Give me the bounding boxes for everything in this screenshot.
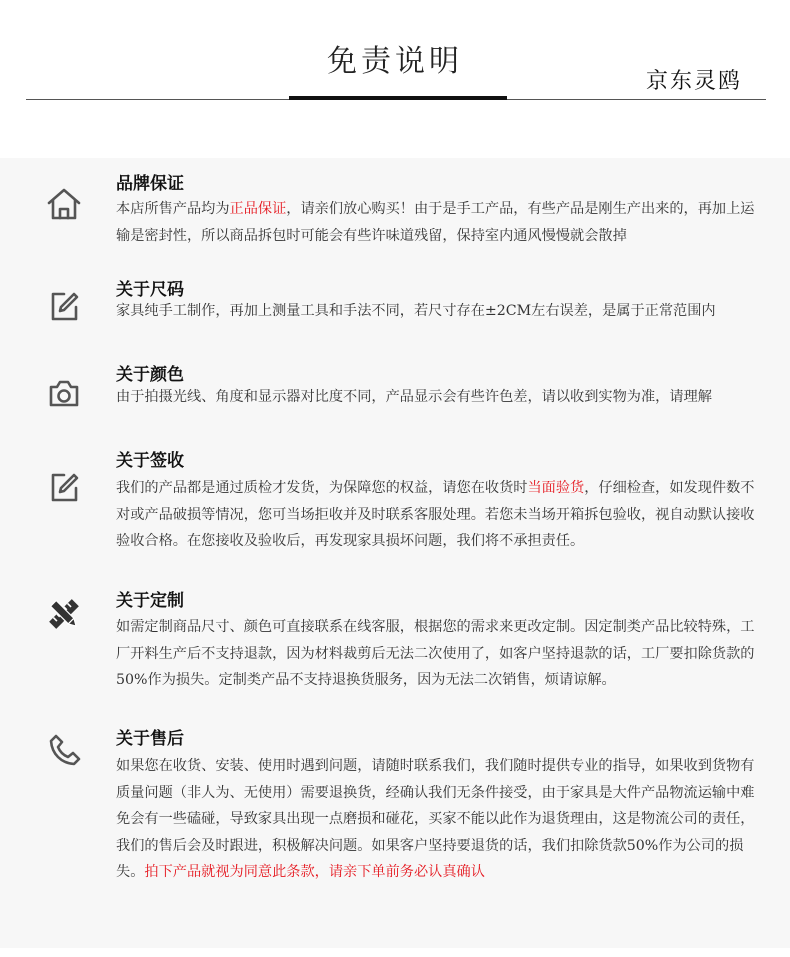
section-body bbox=[116, 753, 756, 886]
body-text: ，请亲们放心购买！由于是手工产品，有些产品是刚生产出来的，再加上运输是密封性，所以商品拆包时可能会有些许味道残留，保持室内通风慢慢就会散掉 bbox=[116, 201, 755, 244]
section-title: 关于定制 bbox=[116, 591, 184, 611]
body-text: 如果您在收货、安装、使用时遇到问题，请随时联系我们，我们随时提供专业的指导，如果收到货物有质量问题（非人为、无使用）需要退换货，经确认我们无条件接受，由于家具是大件产品物流运输中难免会有一些磕碰，导致家具出现一点磨损和碰花，买家不能以此作为退货理由，这是物流公司的责任，我们的售后会及时跟进，积极解决问题。如果客户坚持要退货的话，我们扣除货款50%作为公司的损失。 bbox=[116, 758, 755, 880]
highlight-text: 拍下产品就视为同意此条款，请亲下单前务必认真确认 bbox=[144, 864, 485, 880]
body-text: 家具纯手工制作，再加上测量工具和手法不同，若尺寸存在±2CM左右误差，是属于正常范围内 bbox=[116, 303, 716, 319]
section-body bbox=[116, 298, 756, 325]
page-title: 免责说明 bbox=[327, 44, 463, 79]
header bbox=[0, 0, 790, 158]
section-body bbox=[116, 384, 756, 411]
body-text: ，仔细检查，如发现件数不对或产品破损等情况，您可当场拒收并及时联系客服处理。若您未当场开箱拆包验收，视自动默认接收验收合格。在您接收及验收后，再发现家具损坏问题，我们将不承担责任。 bbox=[116, 480, 755, 549]
section-title: 关于尺码 bbox=[116, 280, 184, 300]
section-title: 关于签收 bbox=[116, 451, 184, 471]
ruler-pencil-icon bbox=[44, 594, 84, 634]
body-text: 我们的产品都是通过质检才发货，为保障您的权益，请您在收货时 bbox=[116, 480, 528, 496]
highlight-text: 正品保证 bbox=[229, 201, 287, 217]
edit-icon bbox=[44, 467, 84, 507]
home-icon bbox=[44, 184, 84, 224]
section-title: 关于售后 bbox=[116, 729, 184, 749]
section-title: 关于颜色 bbox=[116, 365, 184, 385]
phone-icon bbox=[44, 730, 84, 770]
disclaimer-panel bbox=[0, 158, 790, 948]
section-body bbox=[116, 475, 756, 555]
body-text: 如需定制商品尺寸、颜色可直接联系在线客服，根据您的需求来更改定制。因定制类产品比较特殊，工厂开料生产后不支持退款，因为材料裁剪后无法二次使用了，如客户坚持退款的话，工厂要扣除货款的50%作为损失。定制类产品不支持退换货服务，因为无法二次销售，烦请谅解。 bbox=[116, 619, 755, 688]
brand-name: 京东灵鸥 bbox=[645, 69, 742, 94]
section-title: 品牌保证 bbox=[116, 174, 184, 194]
section-body bbox=[116, 196, 756, 249]
body-text: 由于拍摄光线、角度和显示器对比度不同，产品显示会有些许色差，请以收到实物为准，请理解 bbox=[116, 389, 712, 405]
highlight-text: 当面验货 bbox=[527, 480, 585, 496]
section-body bbox=[116, 614, 756, 694]
camera-icon bbox=[44, 373, 84, 413]
edit-icon bbox=[44, 286, 84, 326]
title-underline bbox=[289, 96, 507, 100]
body-text: 本店所售产品均为 bbox=[116, 201, 230, 217]
